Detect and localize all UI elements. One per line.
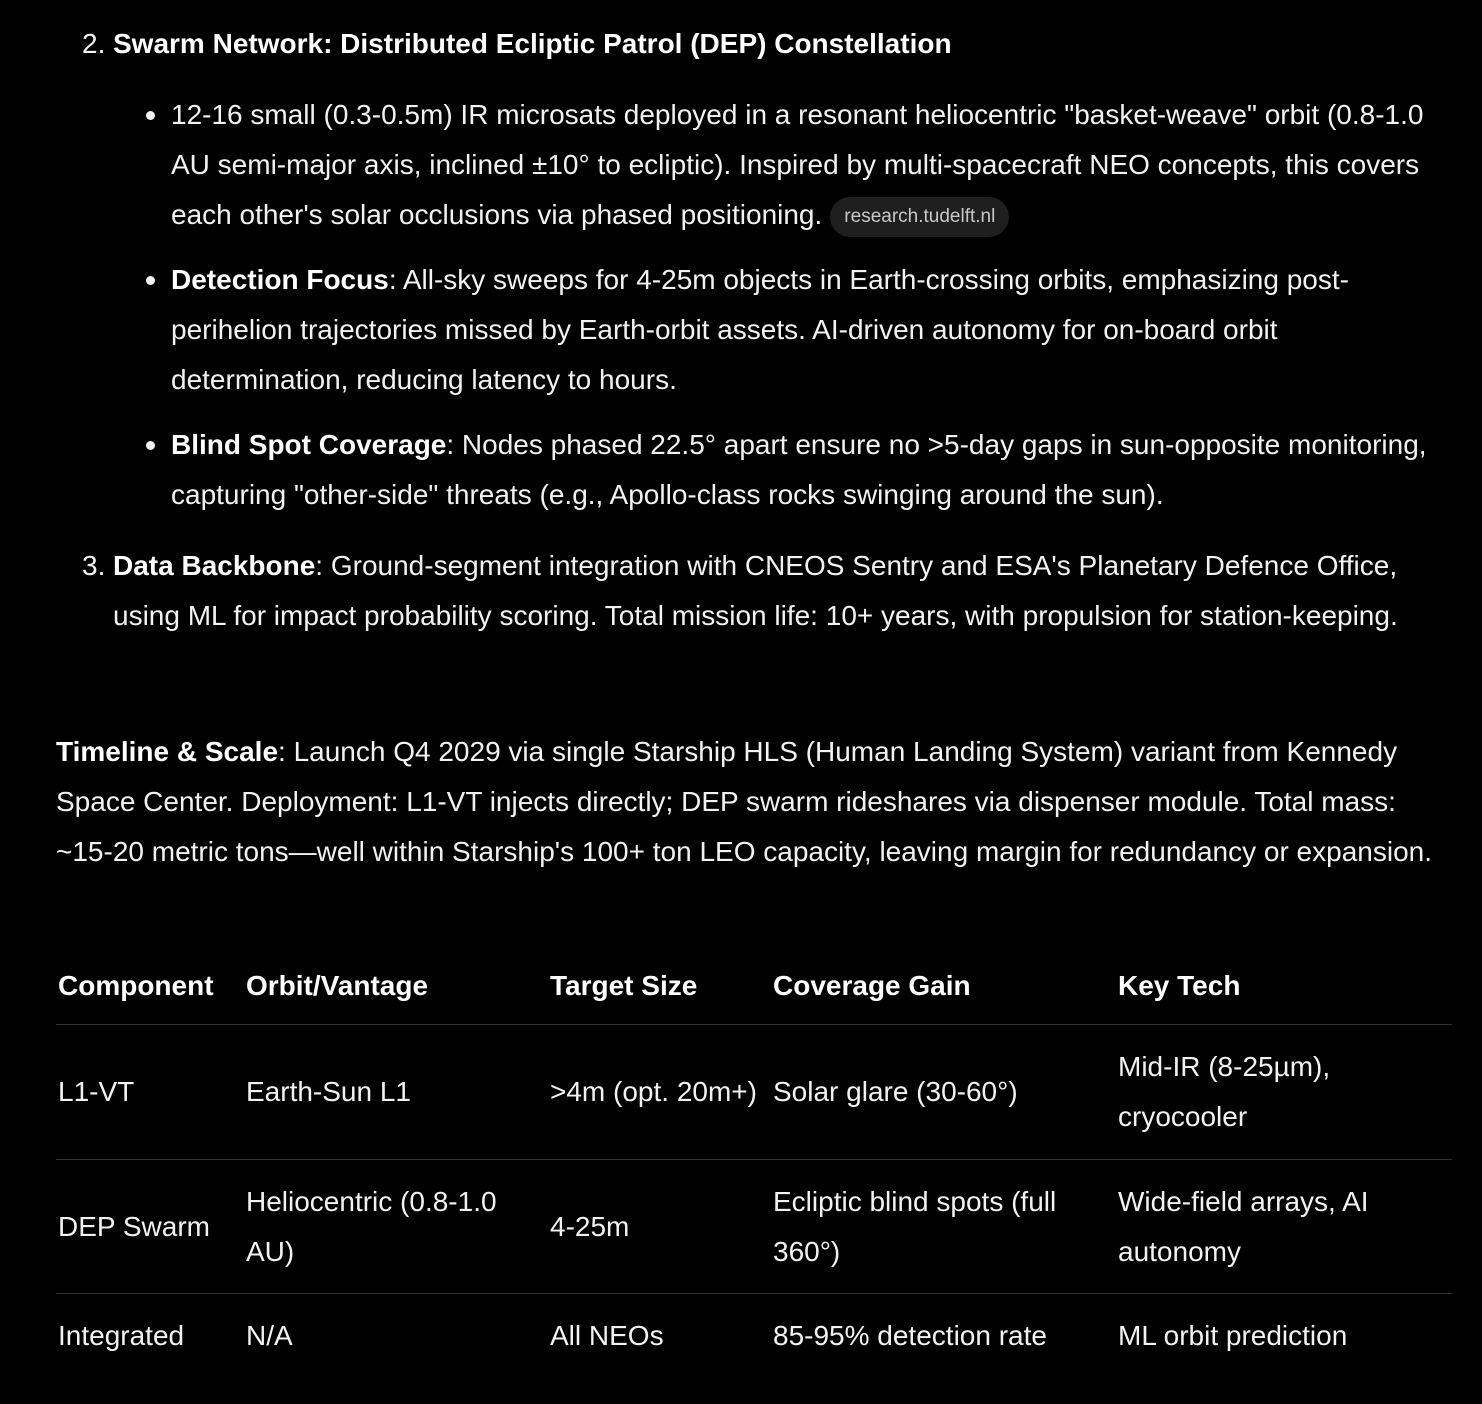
table-cell: Wide-field arrays, AI autonomy [1116, 1160, 1452, 1294]
table-row [56, 1160, 1452, 1294]
components-table [56, 948, 1452, 1378]
bullet-text: : Nodes phased 22.5° apart ensure no >5-day gaps in sun-opposite monitoring, capturing "other-side" threats (e.g., Apollo-class rocks swinging around the sun). [171, 429, 1427, 510]
table-cell: DEP Swarm [56, 1160, 244, 1294]
bullet-item-blind-spot [146, 420, 1436, 520]
bullet-item-detection-focus [146, 255, 1436, 405]
item-label: Data Backbone [113, 550, 316, 581]
list-number: 3. [82, 550, 106, 581]
table-row [56, 1294, 1452, 1379]
column-header-target-size: Target Size [548, 948, 771, 1025]
section-heading: Swarm Network: Distributed Ecliptic Patrol (DEP) Constellation [113, 28, 952, 59]
table-row [56, 1025, 1452, 1160]
column-header-component: Component [56, 948, 244, 1025]
table-cell: 85-95% detection rate [773, 1320, 1047, 1351]
paragraph-label: Timeline & Scale [56, 736, 279, 767]
bullet-label: Detection Focus [171, 264, 389, 295]
table-cell: Integrated [58, 1320, 185, 1351]
bullet-text: 12-16 small (0.3-0.5m) IR microsats deployed in a resonant heliocentric "basket-weave" orbit (0.8-1.0 AU semi-major axis, inclined ±10° to ecliptic). Inspired by multi-spacecraft NEO concepts, this covers each other's solar occlusions via phased positioning. [171, 99, 1424, 230]
table-header-row [56, 948, 1452, 1025]
bullet-text: : All-sky sweeps for 4-25m objects in Earth-crossing orbits, emphasizing post-perihelion trajectories missed by Earth-orbit assets. AI-driven autonomy for on-board orbit determination, reducing latency to hours. [171, 264, 1349, 395]
list-number: 2. [82, 28, 106, 59]
timeline-paragraph [56, 727, 1456, 877]
paragraph-text: : Launch Q4 2029 via single Starship HLS (Human Landing System) variant from Kennedy Space Center. Deployment: L1-VT injects directly; DEP swarm rideshares via dispenser module. Total mass: ~15-20 metric tons—well within Starship's 100+ ton LEO capacity, leaving margin for redundancy or expansion. [56, 736, 1432, 867]
column-header-orbit: Orbit/Vantage [244, 948, 548, 1025]
bullet-item-microsats [146, 90, 1436, 240]
table-cell: 4-25m [548, 1160, 771, 1294]
source-citation-chip[interactable]: research.tudelft.nl [830, 197, 1009, 237]
column-header-key-tech: Key Tech [1116, 948, 1452, 1025]
item-text: : Ground-segment integration with CNEOS Sentry and ESA's Planetary Defence Office, using ML for impact probability scoring. Total mission life: 10+ years, with propulsion for station-keeping. [113, 550, 1398, 631]
bullet-dot [146, 441, 155, 450]
bullet-dot [146, 111, 155, 120]
table-cell: Mid-IR (8-25µm), cryocooler [1116, 1025, 1452, 1160]
table-cell: N/A [246, 1320, 293, 1351]
column-header-coverage: Coverage Gain [771, 948, 1116, 1025]
table-cell: >4m (opt. 20m+) [548, 1025, 771, 1160]
table-cell: ML orbit prediction [1118, 1320, 1348, 1351]
bullet-label: Blind Spot Coverage [171, 429, 447, 460]
table-cell: L1-VT [56, 1025, 244, 1160]
table-cell: Heliocentric (0.8-1.0 AU) [244, 1160, 548, 1294]
list-item-3 [82, 541, 1454, 641]
list-item-2 [82, 19, 1454, 69]
bullet-dot [146, 276, 155, 285]
table-cell: All NEOs [550, 1320, 664, 1351]
table-cell: Solar glare (30-60°) [771, 1025, 1116, 1160]
table-cell: Earth-Sun L1 [244, 1025, 548, 1160]
table-cell: Ecliptic blind spots (full 360°) [771, 1160, 1116, 1294]
